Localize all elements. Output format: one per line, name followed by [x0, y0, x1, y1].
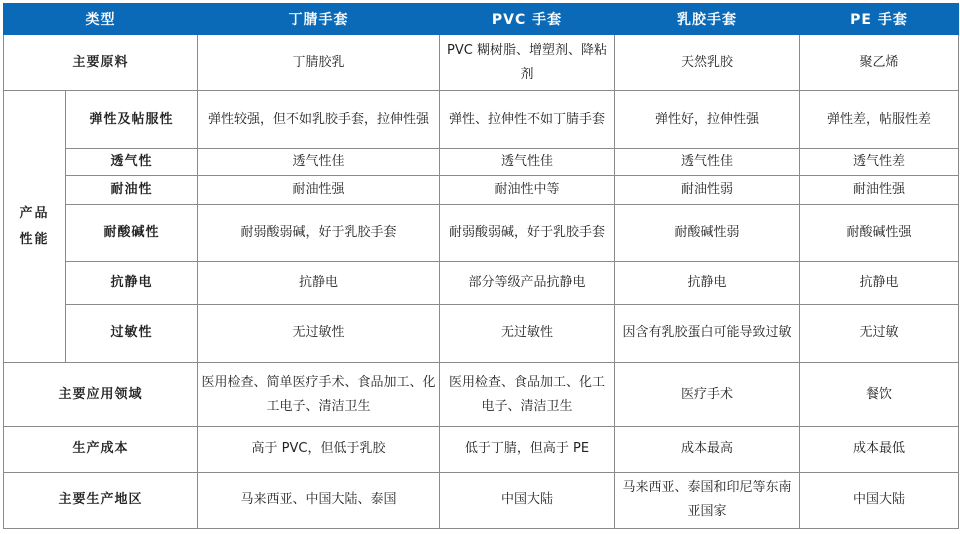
table-row-oil-resistance	[4, 175, 959, 204]
table-cell: 弹性、拉伸性不如丁腈手套	[440, 91, 615, 148]
table-cell: 部分等级产品抗静电	[440, 262, 615, 304]
table-cell: 透气性佳	[440, 148, 615, 175]
table-cell: 成本最低	[800, 427, 959, 472]
table-cell: 弹性好，拉伸性强	[615, 91, 800, 148]
table-cell: 高于 PVC，但低于乳胶	[198, 427, 440, 472]
table-row-acid-alkali	[4, 205, 959, 262]
table-cell: 耐油性弱	[615, 175, 800, 204]
header-nitrile: 丁腈手套	[198, 4, 440, 35]
table-cell: 成本最高	[615, 427, 800, 472]
table-cell: 中国大陆	[440, 472, 615, 528]
row-label: 主要应用领域	[4, 362, 198, 426]
table-cell: 因含有乳胶蛋白可能导致过敏	[615, 304, 800, 362]
table-cell: 马来西亚、泰国和印尼等东南亚国家	[615, 472, 800, 528]
table-cell: 无过敏性	[198, 304, 440, 362]
table-cell: 餐饮	[800, 362, 959, 426]
table-cell: 医用检查、简单医疗手术、食品加工、化工电子、清洁卫生	[198, 362, 440, 426]
row-label: 抗静电	[66, 262, 198, 304]
table-cell: 耐酸碱性弱	[615, 205, 800, 262]
header-row	[4, 4, 959, 35]
header-type: 类型	[4, 4, 198, 35]
table-cell: 耐酸碱性强	[800, 205, 959, 262]
table-cell: 弹性差，帖服性差	[800, 91, 959, 148]
table-row-elasticity	[4, 91, 959, 148]
row-label: 过敏性	[66, 304, 198, 362]
row-label: 耐酸碱性	[66, 205, 198, 262]
table-cell: 抗静电	[615, 262, 800, 304]
table-row-cost	[4, 427, 959, 472]
table-cell: 透气性佳	[615, 148, 800, 175]
table-cell: PVC 糊树脂、增塑剂、降粘剂	[440, 35, 615, 91]
row-label: 主要生产地区	[4, 472, 198, 528]
table-cell: 耐油性强	[800, 175, 959, 204]
row-label: 弹性及帖服性	[66, 91, 198, 148]
table-cell: 抗静电	[198, 262, 440, 304]
table-cell: 透气性佳	[198, 148, 440, 175]
table-cell: 马来西亚、中国大陆、泰国	[198, 472, 440, 528]
header-pe: PE 手套	[800, 4, 959, 35]
table-cell: 耐弱酸弱碱，好于乳胶手套	[440, 205, 615, 262]
table-row-application	[4, 362, 959, 426]
table-cell: 耐弱酸弱碱，好于乳胶手套	[198, 205, 440, 262]
header-pvc: PVC 手套	[440, 4, 615, 35]
row-label: 主要原料	[4, 35, 198, 91]
row-label: 生产成本	[4, 427, 198, 472]
table-cell: 无过敏	[800, 304, 959, 362]
table-cell: 中国大陆	[800, 472, 959, 528]
group-label-performance: 产品 性能	[4, 91, 66, 363]
table-cell: 耐油性中等	[440, 175, 615, 204]
row-label: 耐油性	[66, 175, 198, 204]
table-cell: 聚乙烯	[800, 35, 959, 91]
table-cell: 耐油性强	[198, 175, 440, 204]
table-row-allergy	[4, 304, 959, 362]
table-cell: 抗静电	[800, 262, 959, 304]
table-cell: 透气性差	[800, 148, 959, 175]
table-row-region	[4, 472, 959, 528]
header-latex: 乳胶手套	[615, 4, 800, 35]
table-row-breathability	[4, 148, 959, 175]
table-cell: 医疗手术	[615, 362, 800, 426]
table-row-material	[4, 35, 959, 91]
table-cell: 天然乳胶	[615, 35, 800, 91]
table-cell: 低于丁腈，但高于 PE	[440, 427, 615, 472]
table-row-antistatic	[4, 262, 959, 304]
table-cell: 无过敏性	[440, 304, 615, 362]
glove-comparison-table	[3, 3, 959, 529]
row-label: 透气性	[66, 148, 198, 175]
table-cell: 医用检查、食品加工、化工电子、清洁卫生	[440, 362, 615, 426]
table-cell: 丁腈胶乳	[198, 35, 440, 91]
table-cell: 弹性较强，但不如乳胶手套，拉伸性强	[198, 91, 440, 148]
